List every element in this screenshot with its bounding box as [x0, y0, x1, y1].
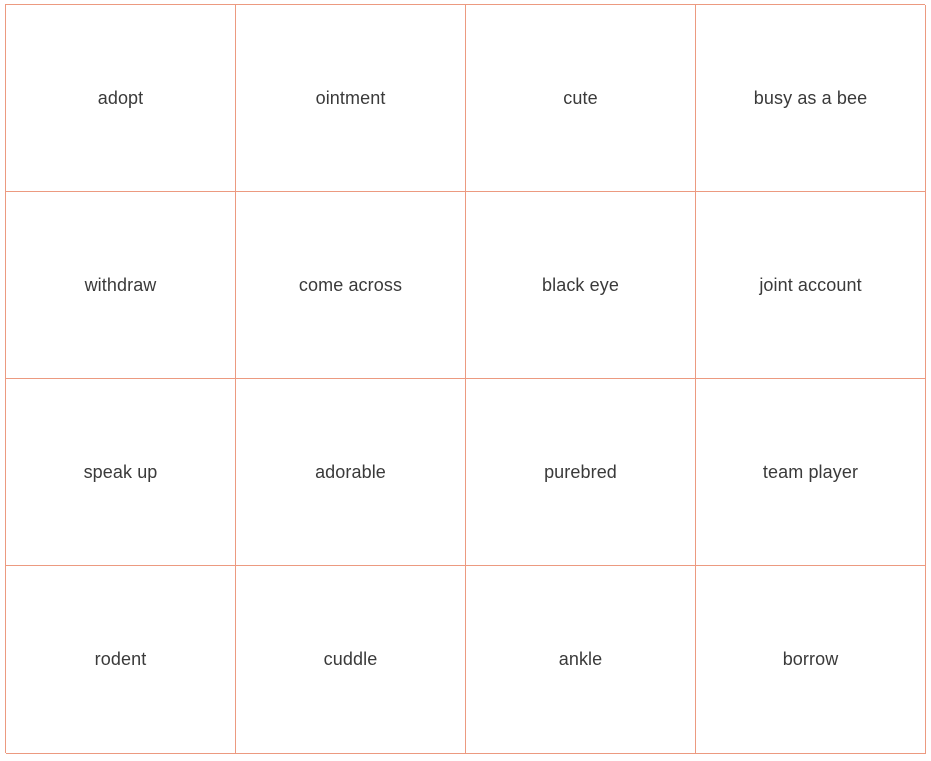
word-card-grid: [5, 4, 925, 753]
word-card-label: purebred: [544, 461, 617, 482]
word-card-label: cute: [563, 87, 598, 108]
word-card: [236, 379, 466, 566]
word-card-label: borrow: [782, 649, 839, 669]
word-card-label: black eye: [542, 274, 619, 295]
word-card: [696, 192, 926, 379]
word-card: [696, 566, 926, 754]
word-card-label: ointment: [315, 87, 386, 108]
word-card: [236, 192, 466, 379]
word-card-label: come across: [298, 274, 403, 295]
word-card-label: adopt: [97, 87, 144, 108]
word-card: [696, 379, 926, 566]
word-card-label: team player: [762, 461, 859, 482]
word-card: [6, 379, 236, 566]
word-card: [466, 192, 696, 379]
word-card-label: speak up: [83, 461, 158, 482]
word-card: [696, 5, 926, 192]
word-card-label: ankle: [558, 649, 603, 669]
word-card: [466, 5, 696, 192]
word-card: [6, 5, 236, 192]
word-card: [6, 566, 236, 754]
word-card: [236, 566, 466, 754]
word-card: [466, 379, 696, 566]
word-card-label: busy as a bee: [753, 87, 868, 108]
word-card: [6, 192, 236, 379]
word-card-label: joint account: [759, 274, 862, 295]
word-card-label: rodent: [94, 649, 147, 669]
word-card-label: adorable: [315, 461, 386, 482]
word-card-label: cuddle: [323, 649, 378, 669]
word-card-label: withdraw: [84, 274, 157, 295]
word-card: [236, 5, 466, 192]
word-card: [466, 566, 696, 754]
